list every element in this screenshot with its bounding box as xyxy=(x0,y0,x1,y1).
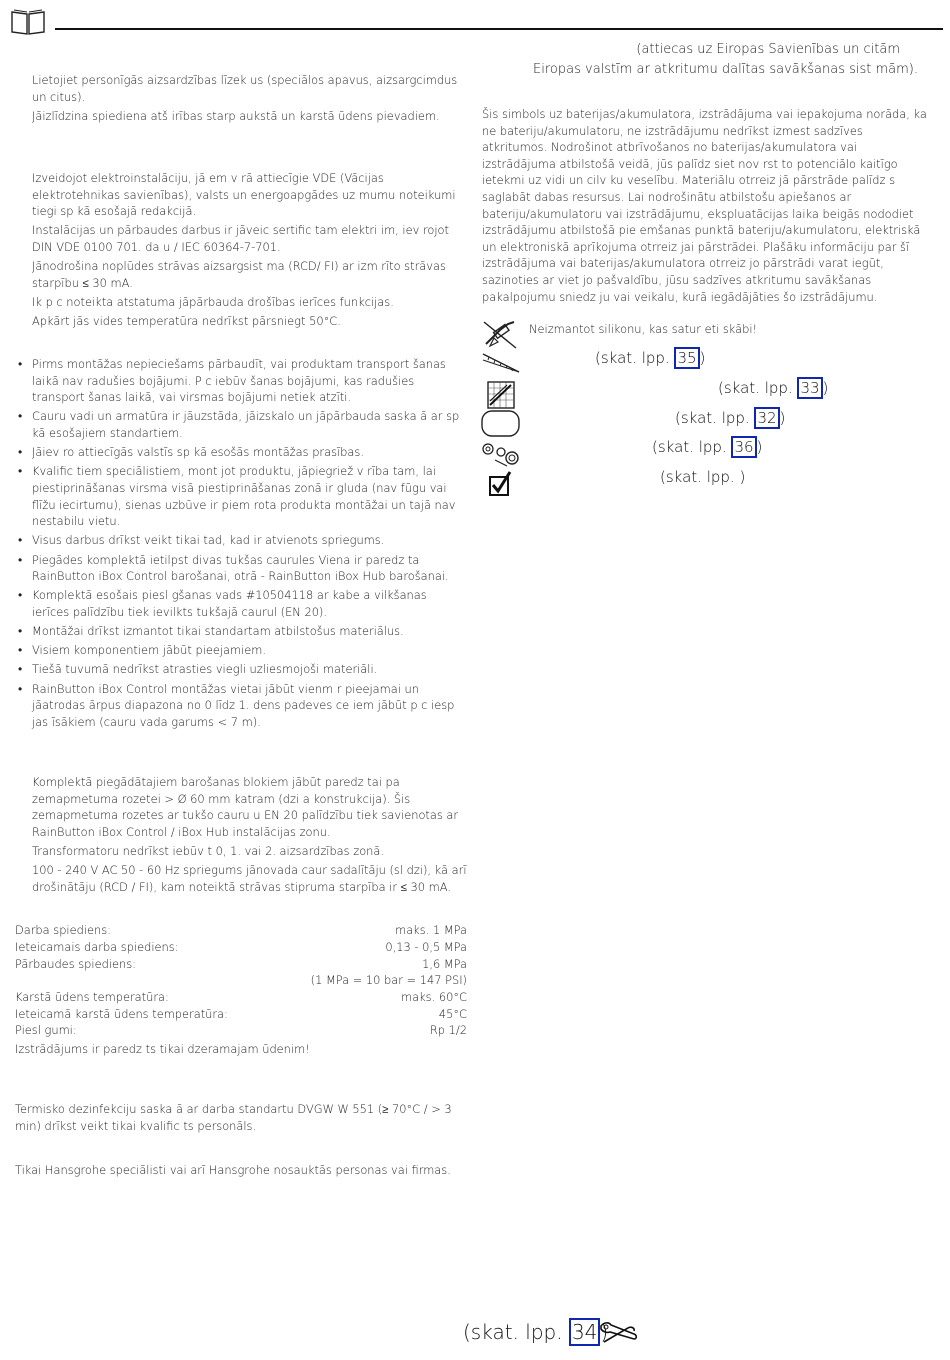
spec-value: Rp 1/2 xyxy=(429,1023,467,1037)
page-reference xyxy=(660,468,745,486)
list-item: • Pirms montāžas nepieciešams pārbaudīt, vai produktam transport šanas laikā nav radušies bojājumi. P c iebūv šanas bojājumi, kas radušies transport šanas laikā, vai virsmas bojājumi netiek atzīti. xyxy=(20,356,466,406)
disposal-heading-line: Eiropas valstīm ar atkritumu dalītas savākšanas sist mām). xyxy=(533,62,918,77)
list-item: • Jāiev ro attiecīgās valstīs sp kā esošās montāžas prasības. xyxy=(20,444,466,461)
installation-notes-list xyxy=(20,356,466,733)
list-item: • Kvalific tiem speciālistiem, mont jot produktu, jāpiegriež v rība tam, lai piestiprināšanas virsma visā piestiprināšanas zonā ir gluda (nav fūgu vai flīžu iecirtumu), sienas uzbūve ir piem rota produkta montāžai un tajā nav nestabilu vietu. xyxy=(20,463,466,529)
spec-label: Ieteicamā karstā ūdens temperatūra: xyxy=(15,1007,228,1021)
ref-suffix: ) xyxy=(822,379,829,397)
ref-prefix: (skat. lpp. xyxy=(652,438,732,456)
specialists-note: Tikai Hansgrohe speciālisti vai arī Hansgrohe nosauktās personas vai firmas. xyxy=(15,1163,451,1177)
rounded-rectangle-icon xyxy=(481,410,521,442)
list-item: • Cauru vadi un armatūra ir jāuzstāda, jāizskalo un jāpārbauda saska ā ar sp kā esošajiem standartiem. xyxy=(20,408,466,441)
spec-value: (1 MPa = 10 bar = 147 PSI) xyxy=(310,973,467,987)
ref-suffix: ) xyxy=(779,409,786,427)
power-supply-section xyxy=(32,774,468,898)
disinfection-note: Termisko dezinfekciju saska ā ar darba standartu DVGW W 551 (≥ 70°C / > 3 min) drīkst veikt tikai kvalific ts personāls. xyxy=(15,1102,452,1133)
list-item: • Visus darbus drīkst veikt tikai tad, kad ir atvienots spriegums. xyxy=(20,532,466,549)
drinking-water-note: Izstrādājums ir paredz ts tikai dzeramajam ūdenim! xyxy=(15,1042,310,1056)
ref-prefix: (skat. lpp. xyxy=(463,1320,569,1344)
electrical-paragraph: Ik p c noteikta atstatuma jāpārbauda drošības ierīces funkcijas. xyxy=(32,294,394,309)
spec-row xyxy=(15,956,467,973)
page-reference xyxy=(652,438,762,456)
safety-paragraph: Lietojiet personīgās aizsardzības līzek us (speciālos apavus, aizsargcimdus un citus). xyxy=(32,73,458,104)
flow-diagram-icon xyxy=(487,381,515,413)
electrical-paragraph: Apkārt jās vides temperatūra nedrīkst pārsniegt 50°C. xyxy=(32,314,341,329)
page-link[interactable]: 35 xyxy=(674,347,699,369)
dimension-ruler-icon xyxy=(481,352,521,378)
list-item: • Piegādes komplektā ietilpst divas tukšas caurules Viena ir paredz ta RainButton iBox Control barošanai, otrā - RainButton iBox Hub barošanai. xyxy=(20,552,466,585)
electrical-paragraph: Izveidojot elektroinstalāciju, jā em v rā attiecīgie VDE (Vācijas elektrotehnikas savienības), valsts un energoapgādes uz mumu noteikumi tiegi sp kā esošajā redakcijā. xyxy=(32,171,456,219)
silicone-note: Neizmantot silikonu, kas satur eti skābi! xyxy=(529,322,758,336)
spec-row xyxy=(15,939,467,956)
header-rule xyxy=(55,28,943,30)
spec-value: maks. 60°C xyxy=(401,990,467,1004)
electrical-section xyxy=(32,170,464,332)
disposal-text: Šis simbols uz baterijas/akumulatora, izstrādājuma vai iepakojuma norāda, ka ne bateriju/akumulatoru, ne izstrādājumu nedrīkst izmest sadzīves atkritumos. Nodrošinot atbrīvošanos no baterijas/akumulatora vai izstrādājuma atbilstošā veidā, jūs palīdz siet nov rst to potenciālo kaitīgo ietekmi uz vidi un cilv ku veselību. Materiālu otrreiz jā pārstrāde palīdz s saglabāt dabas resursus. Lai nodrošinātu atbilstošu apiešanos ar bateriju/akumulatoru vai izstrādājumu, ekspluatācijas laika beigās nododiet izstrādājumu atbilstošā pie emšanas punktā bateriju/akumulatoru, elektriskā un elektroniskā aprīkojuma otrreiz jai pārstrādei. Plašāku informāciju par šī izstrādājuma vai baterijas/akumulatora otrreiz jo pārstrādi varat iegūt, sazinoties ar viet jo pašvaldību, jūsu sadzīves atkritumu savākšanas pakalpojumu sniedz ju vai veikalu, kurā iegādājāties šo izstrādājumu. xyxy=(482,107,927,304)
ref-suffix: ) xyxy=(699,349,706,367)
spec-value: 0,13 - 0,5 MPa xyxy=(385,940,467,954)
ref-suffix: ) xyxy=(600,1320,609,1344)
spare-parts-icon xyxy=(481,440,521,472)
spec-row xyxy=(15,1022,467,1039)
spec-label: Ieteicamais darba spiediens: xyxy=(15,940,179,954)
page-reference xyxy=(718,379,828,397)
list-item: • Komplektā esošais piesl gšanas vads #10504118 ar kabe a vilkšanas ierīces palīdzību tiek ievilkts tukšajā caurul (EN 20). xyxy=(20,587,466,620)
page-reference xyxy=(675,409,785,427)
spec-label: Karstā ūdens temperatūra: xyxy=(15,990,169,1004)
page-link[interactable]: 33 xyxy=(797,377,822,399)
spec-row xyxy=(15,989,467,1006)
safety-paragraph: Jāizlīdzina spiediena atš irības starp aukstā un karstā ūdens pievadiem. xyxy=(32,108,440,123)
footer-page-reference xyxy=(463,1320,608,1344)
list-item: • Tiešā tuvumā nedrīkst atrasties viegli uzliesmojoši materiāli. xyxy=(20,661,466,678)
supply-paragraph: 100 - 240 V AC 50 - 60 Hz spriegums jānovada caur sadalītāju (sl dzi), kā arī drošinātāju (RCD / FI), kam noteiktā strāvas stipruma starpība ir ≤ 30 mA. xyxy=(32,863,467,894)
supply-paragraph: Komplektā piegādātajiem barošanas blokiem jābūt paredz tai pa zemapmetuma rozetei > Ø 60 mm katram (dzi a konstrukcija). Šis zemapmetuma rozetes ar tukšo cauru u EN 20 palīdzību tiek savienotas ar RainButton iBox Control / iBox Hub instalācijas zonu. xyxy=(32,775,459,839)
spec-row xyxy=(15,922,467,939)
ref-prefix: (skat. lpp. xyxy=(675,409,755,427)
spec-value: 1,6 MPa xyxy=(422,957,467,971)
spec-label: Pārbaudes spiediens: xyxy=(15,957,136,971)
ref-suffix: ) xyxy=(756,438,763,456)
electrical-paragraph: Instalācijas un pārbaudes darbus ir jāveic sertific tam elektri im, iev rojot DIN VDE 0100 701. da u / IEC 60364-7-701. xyxy=(32,223,449,254)
spec-value: maks. 1 MPa xyxy=(395,923,467,937)
spec-label: Piesl gumi: xyxy=(15,1023,77,1037)
ref-prefix: (skat. lpp. xyxy=(660,468,740,486)
list-item: • RainButton iBox Control montāžas vietai jābūt vienm r pieejamai un jāatrodas ārpus diapazona no 0 līdz 1. dens padeves ce iem jābūt p c iesp jas īsākiem (cauru vada garums < 7 m). xyxy=(20,681,466,731)
list-item: • Visiem komponentiem jābūt pieejamiem. xyxy=(20,642,466,659)
spec-row xyxy=(15,1006,467,1023)
disposal-heading xyxy=(490,40,918,80)
spec-row xyxy=(15,972,467,989)
disposal-heading-line: (attiecas uz Eiropas Savienības un citām xyxy=(636,42,900,57)
spec-value: 45°C xyxy=(438,1007,467,1021)
page-reference xyxy=(595,349,705,367)
page-link[interactable]: 34 xyxy=(569,1318,600,1346)
page-link[interactable]: 32 xyxy=(754,407,779,429)
list-item: • Montāžai drīkst izmantot tikai standartam atbilstošus materiālus. xyxy=(20,623,466,640)
supply-paragraph: Transformatoru nedrīkst iebūv t 0, 1. vai 2. aizsardzības zonā. xyxy=(32,843,384,858)
page-link[interactable]: 36 xyxy=(731,436,756,458)
spec-label: Darba spiediens: xyxy=(15,923,111,937)
silicone-gun-crossed-icon xyxy=(480,318,522,354)
ref-suffix: ) xyxy=(739,468,746,486)
checkmark-box-icon xyxy=(488,470,514,502)
wrench-tool-icon xyxy=(598,1320,638,1350)
electrical-paragraph: Jānodrošina noplūdes strāvas aizsargsist ma (RCD/ FI) ar izm rīto strāvas starpību ≤ 30 mA. xyxy=(32,259,446,290)
ref-prefix: (skat. lpp. xyxy=(595,349,675,367)
ref-prefix: (skat. lpp. xyxy=(718,379,798,397)
safety-section xyxy=(32,72,464,127)
open-book-icon xyxy=(10,8,46,40)
